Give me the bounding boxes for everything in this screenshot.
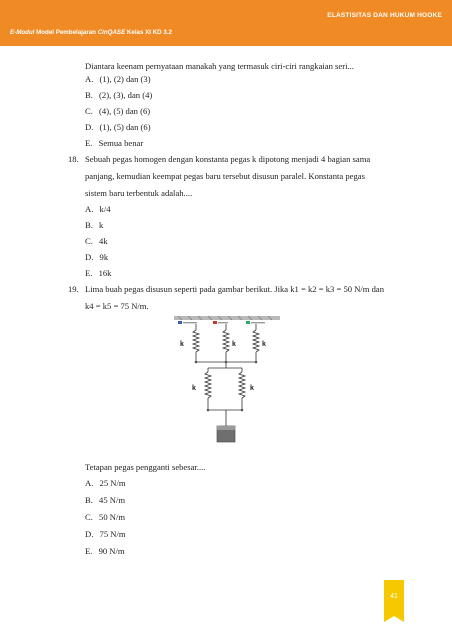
option-text: 4k bbox=[99, 236, 108, 246]
option-letter: B. bbox=[85, 495, 93, 505]
spring-k5 bbox=[239, 372, 245, 398]
q19-option-e bbox=[85, 545, 125, 557]
option-letter: B. bbox=[85, 220, 93, 230]
page-header bbox=[0, 0, 452, 46]
mass-block-top bbox=[217, 426, 235, 430]
spring-k4 bbox=[205, 372, 211, 398]
option-letter: E. bbox=[85, 268, 93, 278]
option-text: k bbox=[99, 220, 104, 230]
option-text: (4), (5) dan (6) bbox=[99, 106, 151, 116]
q19-option-c bbox=[85, 511, 125, 523]
option-text: k/4 bbox=[99, 204, 111, 214]
q18-option-e bbox=[85, 267, 111, 279]
q19-line-2: k4 = k5 = 75 N/m. bbox=[85, 301, 149, 311]
option-letter: D. bbox=[85, 252, 94, 262]
spring-k3 bbox=[253, 330, 259, 352]
q18-option-c bbox=[85, 235, 108, 247]
q17-option-c bbox=[85, 105, 150, 117]
q19-option-b bbox=[85, 494, 125, 506]
q19-number: 19. bbox=[68, 284, 79, 294]
option-letter: A. bbox=[85, 204, 94, 214]
label-k3: k bbox=[262, 341, 266, 348]
q18-line-3: sistem baru terbentuk adalah.... bbox=[85, 188, 193, 198]
module-suffix: Kelas XI KD 3.2 bbox=[125, 29, 172, 36]
option-letter: E. bbox=[85, 546, 93, 556]
logo-strip bbox=[178, 321, 265, 324]
q18-line-1: Sebuah pegas homogen dengan konstanta pegas k dipotong menjadi 4 bagian sama bbox=[85, 154, 371, 164]
option-letter: A. bbox=[85, 478, 94, 488]
q18-option-a bbox=[85, 203, 111, 215]
spring-system-figure bbox=[172, 314, 282, 450]
spring-k2 bbox=[223, 330, 229, 352]
q17-stem: Diantara keenam pernyataan manakah yang termasuk ciri-ciri rangkaian seri... bbox=[85, 61, 354, 71]
q19-closing: Tetapan pegas pengganti sebesar.... bbox=[85, 462, 206, 472]
option-text: 9k bbox=[99, 252, 109, 262]
option-text: (1), (5) dan (6) bbox=[99, 122, 151, 132]
option-letter: A. bbox=[85, 74, 94, 84]
option-text: 50 N/m bbox=[99, 512, 126, 522]
module-prefix: E-Modul bbox=[10, 29, 35, 36]
spring-k1 bbox=[193, 330, 199, 352]
page-number: 41 bbox=[390, 593, 398, 600]
option-text: 90 N/m bbox=[98, 546, 125, 556]
option-letter: D. bbox=[85, 122, 94, 132]
q17-option-b bbox=[85, 89, 152, 101]
chapter-title: ELASTISITAS DAN HUKUM HOOKE bbox=[327, 12, 442, 19]
label-k4: k bbox=[192, 385, 196, 392]
option-letter: D. bbox=[85, 529, 94, 539]
module-middle: Model Pembelajaran bbox=[34, 29, 98, 36]
option-text: 16k bbox=[98, 268, 112, 278]
option-letter: C. bbox=[85, 106, 93, 116]
badge-shape bbox=[384, 580, 404, 622]
q19-option-d bbox=[85, 528, 126, 540]
option-text: 75 N/m bbox=[99, 529, 126, 539]
option-text: (1), (2) dan (3) bbox=[99, 74, 151, 84]
label-k5: k bbox=[250, 385, 254, 392]
option-text: 25 N/m bbox=[99, 478, 126, 488]
q17-option-a bbox=[85, 73, 151, 85]
page-number-badge bbox=[384, 580, 404, 622]
q18-option-d bbox=[85, 251, 108, 263]
module-title bbox=[10, 29, 172, 36]
option-letter: C. bbox=[85, 236, 93, 246]
option-letter: E. bbox=[85, 138, 93, 148]
q17-option-d bbox=[85, 121, 151, 133]
label-k2: k bbox=[232, 341, 236, 348]
option-text: 45 N/m bbox=[99, 495, 126, 505]
springs-top bbox=[193, 324, 259, 426]
option-text: (2), (3), dan (4) bbox=[99, 90, 153, 100]
q18-line-2: panjang, kemudian keempat pegas baru tersebut disusun paralel. Konstanta pegas bbox=[85, 171, 365, 181]
q19-option-a bbox=[85, 477, 126, 489]
q17-option-e bbox=[85, 137, 143, 149]
q18-option-b bbox=[85, 219, 103, 231]
option-text: Semua benar bbox=[98, 138, 144, 148]
option-letter: B. bbox=[85, 90, 93, 100]
q19-line-1: Lima buah pegas disusun seperti pada gambar berikut. Jika k1 = k2 = k3 = 50 N/m dan bbox=[85, 284, 385, 294]
module-model: CinQASE bbox=[97, 29, 126, 36]
label-k1: k bbox=[180, 341, 184, 348]
option-letter: C. bbox=[85, 512, 93, 522]
q18-number: 18. bbox=[68, 154, 79, 164]
